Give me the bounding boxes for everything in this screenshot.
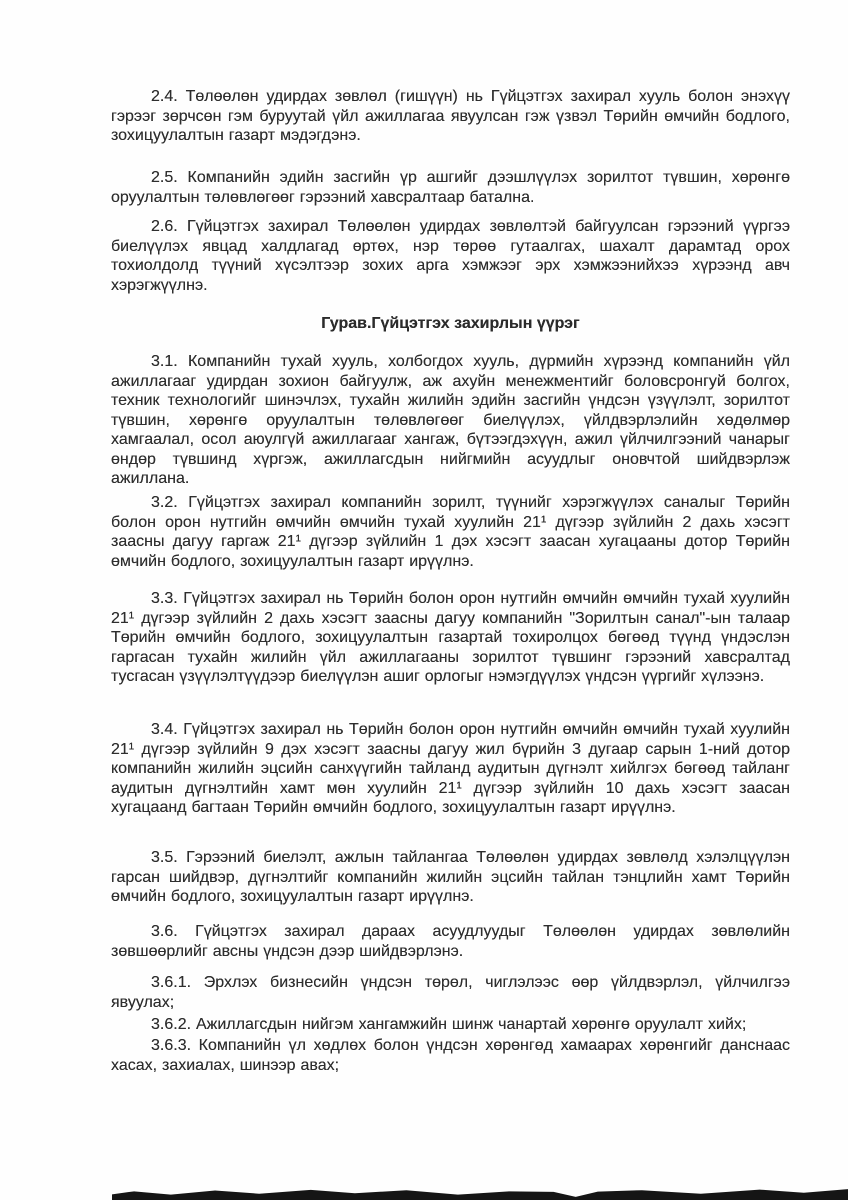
scan-artifact-bottom-edge [112, 1186, 848, 1200]
paragraph-3-4: 3.4. Гүйцэтгэх захирал нь Төрийн болон орон нутгийн өмчийн өмчийн тухай хуулийн 21¹ дүгээр зүйлийн 9 дэх хэсэгт заасны дагуу жил бүрийн 3 дугаар сарын 1-ний дотор компанийн жилийн эцсийн санхүүгийн тайланд аудитын дүгнэлт хийлгэх бөгөөд тайланг аудитын дүгнэлтийн хамт мөн хуулийн 21¹ дүгээр зүйлийн 10 дахь хэсэгт заасан хугацаанд багтаан Төрийн өмчийн бодлого, зохицуулалтын газарт ирүүлнэ. [111, 721, 790, 816]
subitem-3-6-2: 3.6.2. Ажиллагсдын нийгэм хангамжийн шинж чанартай хөрөнгө оруулалт хийх; [151, 1016, 747, 1033]
paragraph-3-2: 3.2. Гүйцэтгэх захирал компанийн зорилт, түүнийг хэрэгжүүлэх саналыг Төрийн болон орон нутгийн өмчийн өмчийн тухай хуулийн 21¹ дүгээр зүйлийн 2 дахь хэсэгт заасны дагуу гаргаж 21¹ дүгээр зүйлийн 1 дэх хэсэгт заасан хугацааны дотор Төрийн өмчийн бодлого, зохицуулалтын газарт ирүүлнэ. [111, 494, 790, 570]
paragraph-3-3: 3.3. Гүйцэтгэх захирал нь Төрийн болон орон нутгийн өмчийн өмчийн тухай хуулийн 21¹ дүгээр зүйлийн 2 дахь хэсэгт заасны дагуу компанийн "Зорилтын санал"-ын талаар Төрийн өмчийн бодлого, зохицуулалтын газартай тохиролцох бөгөөд түүнд үндэслэн гаргасан тухайн жилийн үйл ажиллагааны зорилтот түвшинг гэрээний хавсралтад тусгасан үзүүлэлтүүдээр биелүүлэн ашиг орлогыг нэмэгдүүлэх үндсэн үүргийг хүлээнэ. [111, 590, 790, 685]
section-heading: Гурав.Гүйцэтгэх захирлын үүрэг [321, 315, 580, 332]
paragraph-3-5: 3.5. Гэрээний биелэлт, ажлын тайлангаа Төлөөлөн удирдах зөвлөлд хэлэлцүүлэн гарсан шийдвэр, дүгнэлтийг компанийн жилийн эцсийн тайлан тэнцлийн хамт Төрийн өмчийн бодлого, зохицуулалтын газарт ирүүлнэ. [111, 849, 790, 905]
paragraph-2-4: 2.4. Төлөөлөн удирдах зөвлөл (гишүүн) нь Гүйцэтгэх захирал хууль болон энэхүү гэрээг зөрчсөн гэм буруутай үйл ажиллагаа явуулсан гэж үзвэл Төрийн өмчийн бодлого, зохицуулалтын газарт мэдэгдэнэ. [111, 88, 790, 144]
paragraph-3-6: 3.6. Гүйцэтгэх захирал дараах асуудлуудыг Төлөөлөн удирдах зөвлөлийн зөвшөөрлийг авсны үндсэн дээр шийдвэрлэнэ. [111, 923, 790, 960]
paragraph-3-1: 3.1. Компанийн тухай хууль, холбогдох хууль, дүрмийн хүрээнд компанийн үйл ажиллагааг удирдан зохион байгуулж, аж ахуйн менежментийг боловсронгуй болгох, техник технологийг шинэчлэх, тухайн жилийн эдийн засгийн үндсэн үзүүлэлт, зорилтот түвшин, хөрөнгө оруулалтын төлөвлөгөөг биелүүлэх, үйлдвэрлэлийн хөдөлмөр хамгаалал, осол аюулгүй ажиллагааг хангаж, бүтээгдэхүүн, ажил үйлчилгээний чанарыг өндөр түвшинд хүргэж, ажиллагсдын нийгмийн асуудлыг оновчтой шийдвэрлэж ажиллана. [111, 353, 790, 487]
subitem-3-6-1: 3.6.1. Эрхлэх бизнесийн үндсэн төрөл, чиглэлээс өөр үйлдвэрлэл, үйлчилгээ явуулах; [111, 974, 790, 1011]
paragraph-2-5: 2.5. Компанийн эдийн засгийн үр ашгийг дээшлүүлэх зорилтот түвшин, хөрөнгө оруулалтын төлөвлөгөөг гэрээний хавсралтаар батална. [111, 169, 790, 206]
subitem-3-6-3: 3.6.3. Компанийн үл хөдлөх болон үндсэн хөрөнгөд хамаарах хөрөнгийг данснаас хасах, захиалах, шинээр авах; [111, 1037, 790, 1074]
paragraph-2-6: 2.6. Гүйцэтгэх захирал Төлөөлөн удирдах зөвлөлтэй байгуулсан гэрээний үүргээ биелүүлэх явцад халдлагад өртөх, нэр төрөө гутаалгах, шахалт дарамтад орох тохиолдолд түүний хүсэлтээр зохих арга хэмжээг эрх хэмжээнийхээ хүрээнд авч хэрэгжүүлнэ. [111, 218, 790, 294]
